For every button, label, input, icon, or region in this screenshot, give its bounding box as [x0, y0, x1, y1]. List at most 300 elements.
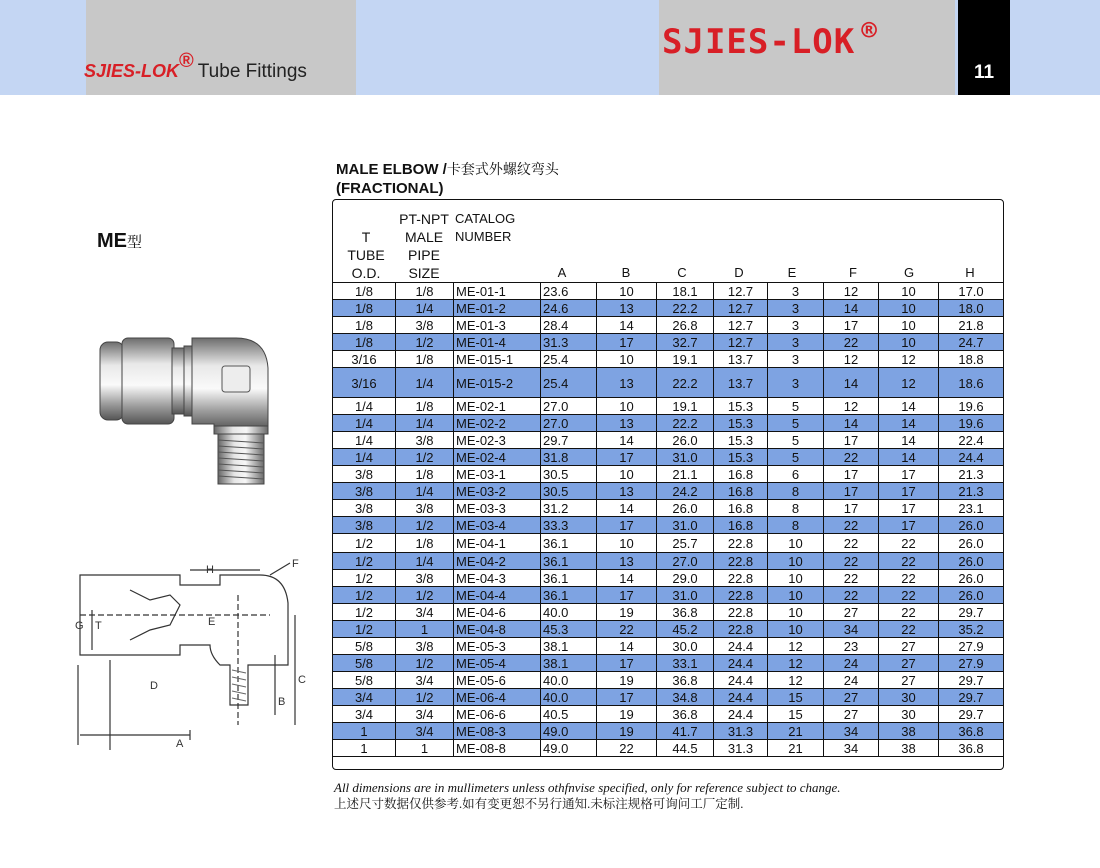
table-row — [333, 604, 1003, 621]
table-cell-c: 22.2 — [656, 415, 713, 432]
table-cell-a: 27.0 — [540, 398, 596, 415]
header-pipe-line1: PT-NPT — [399, 211, 449, 227]
table-cell-cat: ME-01-3 — [453, 317, 540, 334]
table-cell-cat: ME-02-2 — [453, 415, 540, 432]
table-cell-g: 38 — [878, 723, 938, 740]
table-cell-pipe: 1/8 — [395, 351, 453, 368]
table-cell-d: 24.4 — [713, 638, 767, 655]
dim-label-t: T — [95, 620, 102, 632]
table-cell-pipe: 1/8 — [395, 398, 453, 415]
table-cell-g: 14 — [878, 398, 938, 415]
table-cell-h: 19.6 — [938, 415, 1003, 432]
dim-label-c: C — [298, 674, 306, 686]
table-row — [333, 517, 1003, 534]
table-cell-f: 22 — [823, 334, 878, 351]
table-cell-a: 25.4 — [540, 351, 596, 368]
table-cell-f: 14 — [823, 368, 878, 398]
table-cell-c: 33.1 — [656, 655, 713, 672]
table-cell-g: 30 — [878, 706, 938, 723]
table-cell-c: 29.0 — [656, 570, 713, 587]
table-cell-h: 29.7 — [938, 672, 1003, 689]
dim-label-a: A — [176, 738, 184, 750]
table-cell-h: 19.6 — [938, 398, 1003, 415]
table-cell-d: 15.3 — [713, 449, 767, 466]
table-cell-e: 10 — [767, 587, 823, 604]
table-cell-f: 17 — [823, 500, 878, 517]
table-cell-c: 26.8 — [656, 317, 713, 334]
dimension-drawing — [70, 555, 310, 755]
table-cell-e: 10 — [767, 553, 823, 570]
header-col-g: G — [903, 265, 915, 280]
table-cell-b: 19 — [596, 604, 656, 621]
header-catalog-line2: NUMBER — [455, 229, 512, 244]
table-cell-b: 13 — [596, 368, 656, 398]
table-cell-a: 40.0 — [540, 689, 596, 706]
table-cell-f: 12 — [823, 351, 878, 368]
brand-registered-mark: ® — [179, 50, 194, 72]
table-cell-g: 17 — [878, 500, 938, 517]
table-cell-cat: ME-015-1 — [453, 351, 540, 368]
table-cell-f: 12 — [823, 398, 878, 415]
table-cell-cat: ME-04-6 — [453, 604, 540, 621]
table-cell-g: 10 — [878, 283, 938, 300]
table-cell-h: 18.0 — [938, 300, 1003, 317]
table-cell-h: 36.8 — [938, 740, 1003, 757]
table-cell-pipe: 1/2 — [395, 334, 453, 351]
table-cell-e: 10 — [767, 534, 823, 553]
table-cell-g: 10 — [878, 300, 938, 317]
table-row — [333, 570, 1003, 587]
table-cell-c: 22.2 — [656, 368, 713, 398]
table-cell-h: 29.7 — [938, 604, 1003, 621]
table-cell-pipe: 3/4 — [395, 706, 453, 723]
table-cell-pipe: 3/4 — [395, 723, 453, 740]
table-cell-f: 17 — [823, 317, 878, 334]
logo-text: SJIES-LOK — [662, 22, 856, 62]
table-cell-h: 18.6 — [938, 368, 1003, 398]
table-cell-a: 31.2 — [540, 500, 596, 517]
table-cell-tube: 1/2 — [354, 622, 374, 637]
product-photo-illustration — [96, 320, 296, 500]
table-cell-d: 15.3 — [713, 415, 767, 432]
table-cell-h: 26.0 — [938, 570, 1003, 587]
page-number: 11 — [973, 62, 995, 83]
table-cell-h: 26.0 — [938, 534, 1003, 553]
table-cell-d: 16.8 — [713, 483, 767, 500]
table-cell-tube: 3/8 — [354, 501, 374, 516]
type-code: ME — [97, 230, 127, 252]
table-cell-cat: ME-01-1 — [453, 283, 540, 300]
table-cell-b: 10 — [596, 534, 656, 553]
table-cell-tube: 3/8 — [354, 484, 374, 499]
table-cell-pipe: 1/4 — [395, 368, 453, 398]
table-cell-cat: ME-04-8 — [453, 621, 540, 638]
table-cell-h: 26.0 — [938, 517, 1003, 534]
table-cell-cat: ME-015-2 — [453, 368, 540, 398]
type-label — [97, 230, 142, 253]
table-cell-f: 22 — [823, 570, 878, 587]
table-cell-d: 31.3 — [713, 723, 767, 740]
dim-label-g: G — [75, 620, 84, 632]
table-cell-f: 34 — [823, 740, 878, 757]
table-cell-tube: 1 — [360, 741, 368, 756]
table-cell-tube: 5/8 — [354, 639, 374, 654]
table-cell-b: 22 — [596, 740, 656, 757]
table-cell-tube: 1/4 — [354, 416, 374, 431]
header-tube-line3: O.D. — [351, 265, 381, 281]
table-row — [333, 706, 1003, 723]
table-row — [333, 466, 1003, 483]
table-cell-b: 22 — [596, 621, 656, 638]
table-row — [333, 300, 1003, 317]
table-cell-g: 22 — [878, 570, 938, 587]
table-cell-d: 13.7 — [713, 368, 767, 398]
table-cell-g: 14 — [878, 449, 938, 466]
table-cell-g: 12 — [878, 351, 938, 368]
table-cell-pipe: 1/4 — [395, 483, 453, 500]
table-cell-a: 31.3 — [540, 334, 596, 351]
table-cell-h: 17.0 — [938, 283, 1003, 300]
table-cell-d: 24.4 — [713, 689, 767, 706]
table-cell-a: 23.6 — [540, 283, 596, 300]
table-cell-b: 17 — [596, 655, 656, 672]
table-cell-b: 19 — [596, 723, 656, 740]
table-cell-a: 36.1 — [540, 570, 596, 587]
table-cell-b: 13 — [596, 553, 656, 570]
dim-label-f: F — [292, 558, 299, 570]
table-cell-f: 34 — [823, 621, 878, 638]
table-cell-pipe: 1/4 — [395, 300, 453, 317]
table-row — [333, 449, 1003, 466]
table-cell-h: 35.2 — [938, 621, 1003, 638]
table-cell-a: 30.5 — [540, 483, 596, 500]
table-cell-h: 27.9 — [938, 655, 1003, 672]
table-cell-g: 38 — [878, 740, 938, 757]
table-cell-tube: 1 — [360, 724, 368, 739]
table-cell-d: 15.3 — [713, 398, 767, 415]
table-cell-cat: ME-04-3 — [453, 570, 540, 587]
table-cell-g: 17 — [878, 517, 938, 534]
table-cell-a: 45.3 — [540, 621, 596, 638]
table-cell-pipe: 3/8 — [395, 638, 453, 655]
table-cell-d: 22.8 — [713, 621, 767, 638]
table-cell-b: 13 — [596, 483, 656, 500]
table-cell-c: 31.0 — [656, 449, 713, 466]
table-cell-tube: 3/8 — [354, 518, 374, 533]
table-cell-d: 24.4 — [713, 655, 767, 672]
table-cell-cat: ME-08-8 — [453, 740, 540, 757]
table-cell-b: 19 — [596, 706, 656, 723]
table-cell-f: 24 — [823, 672, 878, 689]
table-cell-e: 10 — [767, 570, 823, 587]
table-cell-pipe: 1/8 — [395, 466, 453, 483]
table-cell-pipe: 3/4 — [395, 672, 453, 689]
table-cell-d: 12.7 — [713, 317, 767, 334]
table-row — [333, 553, 1003, 570]
table-row — [333, 672, 1003, 689]
table-cell-a: 27.0 — [540, 415, 596, 432]
table-cell-cat: ME-03-3 — [453, 500, 540, 517]
logo-registered-mark: ® — [861, 16, 878, 46]
table-cell-pipe: 1 — [395, 740, 453, 757]
table-cell-d: 16.8 — [713, 500, 767, 517]
table-cell-d: 31.3 — [713, 740, 767, 757]
table-cell-d: 12.7 — [713, 283, 767, 300]
table-cell-tube: 5/8 — [354, 656, 374, 671]
table-cell-g: 22 — [878, 534, 938, 553]
table-cell-b: 14 — [596, 500, 656, 517]
table-cell-c: 34.8 — [656, 689, 713, 706]
page-number-box — [958, 0, 1010, 95]
table-cell-a: 40.0 — [540, 672, 596, 689]
table-cell-e: 21 — [767, 723, 823, 740]
table-cell-a: 25.4 — [540, 368, 596, 398]
table-cell-g: 27 — [878, 672, 938, 689]
table-row — [333, 415, 1003, 432]
table-cell-e: 3 — [767, 300, 823, 317]
table-cell-d: 22.8 — [713, 534, 767, 553]
table-cell-b: 10 — [596, 466, 656, 483]
table-cell-tube: 3/4 — [354, 690, 374, 705]
dim-label-d: D — [150, 680, 158, 692]
table-cell-f: 14 — [823, 300, 878, 317]
table-cell-c: 30.0 — [656, 638, 713, 655]
table-cell-cat: ME-06-6 — [453, 706, 540, 723]
table-cell-e: 8 — [767, 517, 823, 534]
table-cell-a: 30.5 — [540, 466, 596, 483]
table-cell-cat: ME-02-1 — [453, 398, 540, 415]
table-cell-a: 49.0 — [540, 723, 596, 740]
header-pipe-size — [395, 210, 453, 282]
table-cell-pipe: 1/4 — [395, 415, 453, 432]
header-tube-line1: T — [361, 229, 371, 245]
table-cell-d: 22.8 — [713, 553, 767, 570]
table-cell-a: 38.1 — [540, 638, 596, 655]
table-cell-c: 27.0 — [656, 553, 713, 570]
table-cell-tube: 1/2 — [354, 536, 374, 551]
header-col-h: H — [965, 265, 975, 280]
table-cell-g: 10 — [878, 334, 938, 351]
table-cell-h: 27.9 — [938, 638, 1003, 655]
table-cell-e: 10 — [767, 621, 823, 638]
table-cell-tube: 3/4 — [354, 707, 374, 722]
table-cell-cat: ME-03-1 — [453, 466, 540, 483]
table-row — [333, 655, 1003, 672]
table-cell-g: 27 — [878, 638, 938, 655]
table-cell-cat: ME-05-3 — [453, 638, 540, 655]
table-cell-g: 14 — [878, 415, 938, 432]
footer-note-en: All dimensions are in mullimeters unless othfnvise specified, only for reference subject to change. — [334, 780, 841, 795]
header-pipe-line4: SIZE — [408, 265, 440, 281]
table-cell-a: 40.0 — [540, 604, 596, 621]
table-cell-d: 15.3 — [713, 432, 767, 449]
table-cell-c: 36.8 — [656, 706, 713, 723]
table-cell-h: 26.0 — [938, 553, 1003, 570]
table-row — [333, 398, 1003, 415]
header-col-c: C — [677, 265, 687, 280]
header-col-b: B — [621, 265, 631, 280]
table-cell-d: 24.4 — [713, 672, 767, 689]
table-cell-d: 12.7 — [713, 300, 767, 317]
table-row — [333, 368, 1003, 398]
table-cell-c: 18.1 — [656, 283, 713, 300]
table-cell-b: 10 — [596, 351, 656, 368]
table-cell-c: 32.7 — [656, 334, 713, 351]
table-cell-pipe: 1/4 — [395, 553, 453, 570]
header-catalog-line1: CATALOG — [455, 211, 516, 226]
table-cell-a: 38.1 — [540, 655, 596, 672]
table-cell-tube: 1/4 — [354, 399, 374, 414]
table-row — [333, 638, 1003, 655]
table-cell-f: 27 — [823, 689, 878, 706]
row-divider — [333, 756, 1003, 757]
table-cell-f: 22 — [823, 553, 878, 570]
type-code-cn: 型 — [127, 234, 143, 251]
table-cell-f: 17 — [823, 483, 878, 500]
table-cell-b: 17 — [596, 587, 656, 604]
table-cell-e: 3 — [767, 334, 823, 351]
table-cell-g: 10 — [878, 317, 938, 334]
table-cell-b: 14 — [596, 317, 656, 334]
table-cell-cat: ME-04-4 — [453, 587, 540, 604]
table-cell-tube: 1/2 — [354, 588, 374, 603]
table-cell-e: 15 — [767, 706, 823, 723]
table-cell-h: 21.3 — [938, 466, 1003, 483]
table-cell-e: 6 — [767, 466, 823, 483]
table-cell-e: 3 — [767, 317, 823, 334]
title-cn: 卡套式外螺纹弯头 — [446, 161, 559, 177]
table-cell-e: 12 — [767, 655, 823, 672]
table-cell-tube: 1/4 — [354, 450, 374, 465]
table-cell-b: 17 — [596, 517, 656, 534]
table-cell-f: 22 — [823, 587, 878, 604]
table-cell-c: 25.7 — [656, 534, 713, 553]
table-cell-pipe: 1 — [395, 621, 453, 638]
table-row — [333, 689, 1003, 706]
header-logo — [662, 16, 878, 62]
table-cell-h: 21.3 — [938, 483, 1003, 500]
table-cell-e: 10 — [767, 604, 823, 621]
table-row — [333, 723, 1003, 740]
table-cell-tube: 1/8 — [354, 318, 374, 333]
table-row — [333, 334, 1003, 351]
dim-label-h: H — [206, 564, 214, 576]
brand-suffix: Tube Fittings — [197, 61, 307, 82]
table-cell-tube: 1/2 — [354, 554, 374, 569]
header-tube-od — [333, 228, 399, 282]
table-cell-c: 19.1 — [656, 398, 713, 415]
table-cell-e: 3 — [767, 283, 823, 300]
table-cell-cat: ME-05-4 — [453, 655, 540, 672]
dim-label-e: E — [208, 616, 216, 628]
table-cell-b: 17 — [596, 449, 656, 466]
table-cell-c: 36.8 — [656, 604, 713, 621]
table-cell-e: 3 — [767, 351, 823, 368]
table-cell-cat: ME-05-6 — [453, 672, 540, 689]
table-cell-tube: 1/8 — [354, 335, 374, 350]
table-cell-h: 24.4 — [938, 449, 1003, 466]
table-cell-c: 44.5 — [656, 740, 713, 757]
table-cell-c: 31.0 — [656, 587, 713, 604]
footer-note-cn: 上述尺寸数据仅供参考.如有变更恕不另行通知.未标注规格可询问工厂定制. — [334, 797, 744, 811]
header-col-d: D — [734, 265, 744, 280]
table-cell-c: 41.7 — [656, 723, 713, 740]
table-cell-e: 8 — [767, 500, 823, 517]
table-cell-pipe: 1/2 — [395, 517, 453, 534]
table-row — [333, 351, 1003, 368]
table-cell-pipe: 3/4 — [395, 604, 453, 621]
table-cell-g: 22 — [878, 553, 938, 570]
table-cell-tube: 3/8 — [354, 467, 374, 482]
table-cell-h: 24.7 — [938, 334, 1003, 351]
table-cell-c: 22.2 — [656, 300, 713, 317]
table-cell-e: 12 — [767, 672, 823, 689]
table-cell-e: 8 — [767, 483, 823, 500]
table-cell-g: 22 — [878, 587, 938, 604]
table-cell-g: 14 — [878, 432, 938, 449]
dimension-table — [332, 199, 1004, 770]
table-cell-b: 19 — [596, 672, 656, 689]
header-pipe-line3: PIPE — [408, 247, 440, 263]
table-cell-h: 18.8 — [938, 351, 1003, 368]
subtitle: (FRACTIONAL) — [336, 180, 444, 197]
table-cell-pipe: 3/8 — [395, 570, 453, 587]
table-cell-f: 27 — [823, 604, 878, 621]
table-cell-cat: ME-04-1 — [453, 534, 540, 553]
table-cell-f: 27 — [823, 706, 878, 723]
table-cell-pipe: 1/2 — [395, 689, 453, 706]
table-row — [333, 500, 1003, 517]
table-cell-c: 31.0 — [656, 517, 713, 534]
table-cell-b: 17 — [596, 334, 656, 351]
table-cell-f: 22 — [823, 449, 878, 466]
table-cell-f: 17 — [823, 466, 878, 483]
table-cell-a: 36.1 — [540, 553, 596, 570]
table-row — [333, 740, 1003, 757]
table-cell-cat: ME-03-4 — [453, 517, 540, 534]
table-cell-tube: 3/16 — [351, 352, 377, 367]
table-cell-e: 15 — [767, 689, 823, 706]
table-cell-c: 21.1 — [656, 466, 713, 483]
table-cell-tube: 1/4 — [354, 433, 374, 448]
table-cell-d: 22.8 — [713, 587, 767, 604]
table-cell-cat: ME-02-4 — [453, 449, 540, 466]
table-cell-tube: 1/8 — [354, 301, 374, 316]
table-cell-pipe: 3/8 — [395, 432, 453, 449]
table-cell-b: 14 — [596, 570, 656, 587]
header-col-f: F — [849, 265, 857, 280]
table-cell-b: 14 — [596, 432, 656, 449]
table-cell-a: 29.7 — [540, 432, 596, 449]
table-cell-d: 13.7 — [713, 351, 767, 368]
table-cell-a: 28.4 — [540, 317, 596, 334]
table-row — [333, 587, 1003, 604]
table-cell-a: 31.8 — [540, 449, 596, 466]
table-cell-a: 24.6 — [540, 300, 596, 317]
table-cell-cat: ME-03-2 — [453, 483, 540, 500]
table-cell-pipe: 3/8 — [395, 500, 453, 517]
table-cell-b: 13 — [596, 300, 656, 317]
table-cell-e: 12 — [767, 638, 823, 655]
table-cell-e: 5 — [767, 398, 823, 415]
table-cell-g: 22 — [878, 621, 938, 638]
table-cell-g: 17 — [878, 466, 938, 483]
table-cell-f: 12 — [823, 283, 878, 300]
header-col-a: A — [557, 265, 567, 280]
table-cell-c: 36.8 — [656, 672, 713, 689]
table-cell-f: 23 — [823, 638, 878, 655]
table-cell-a: 36.1 — [540, 534, 596, 553]
